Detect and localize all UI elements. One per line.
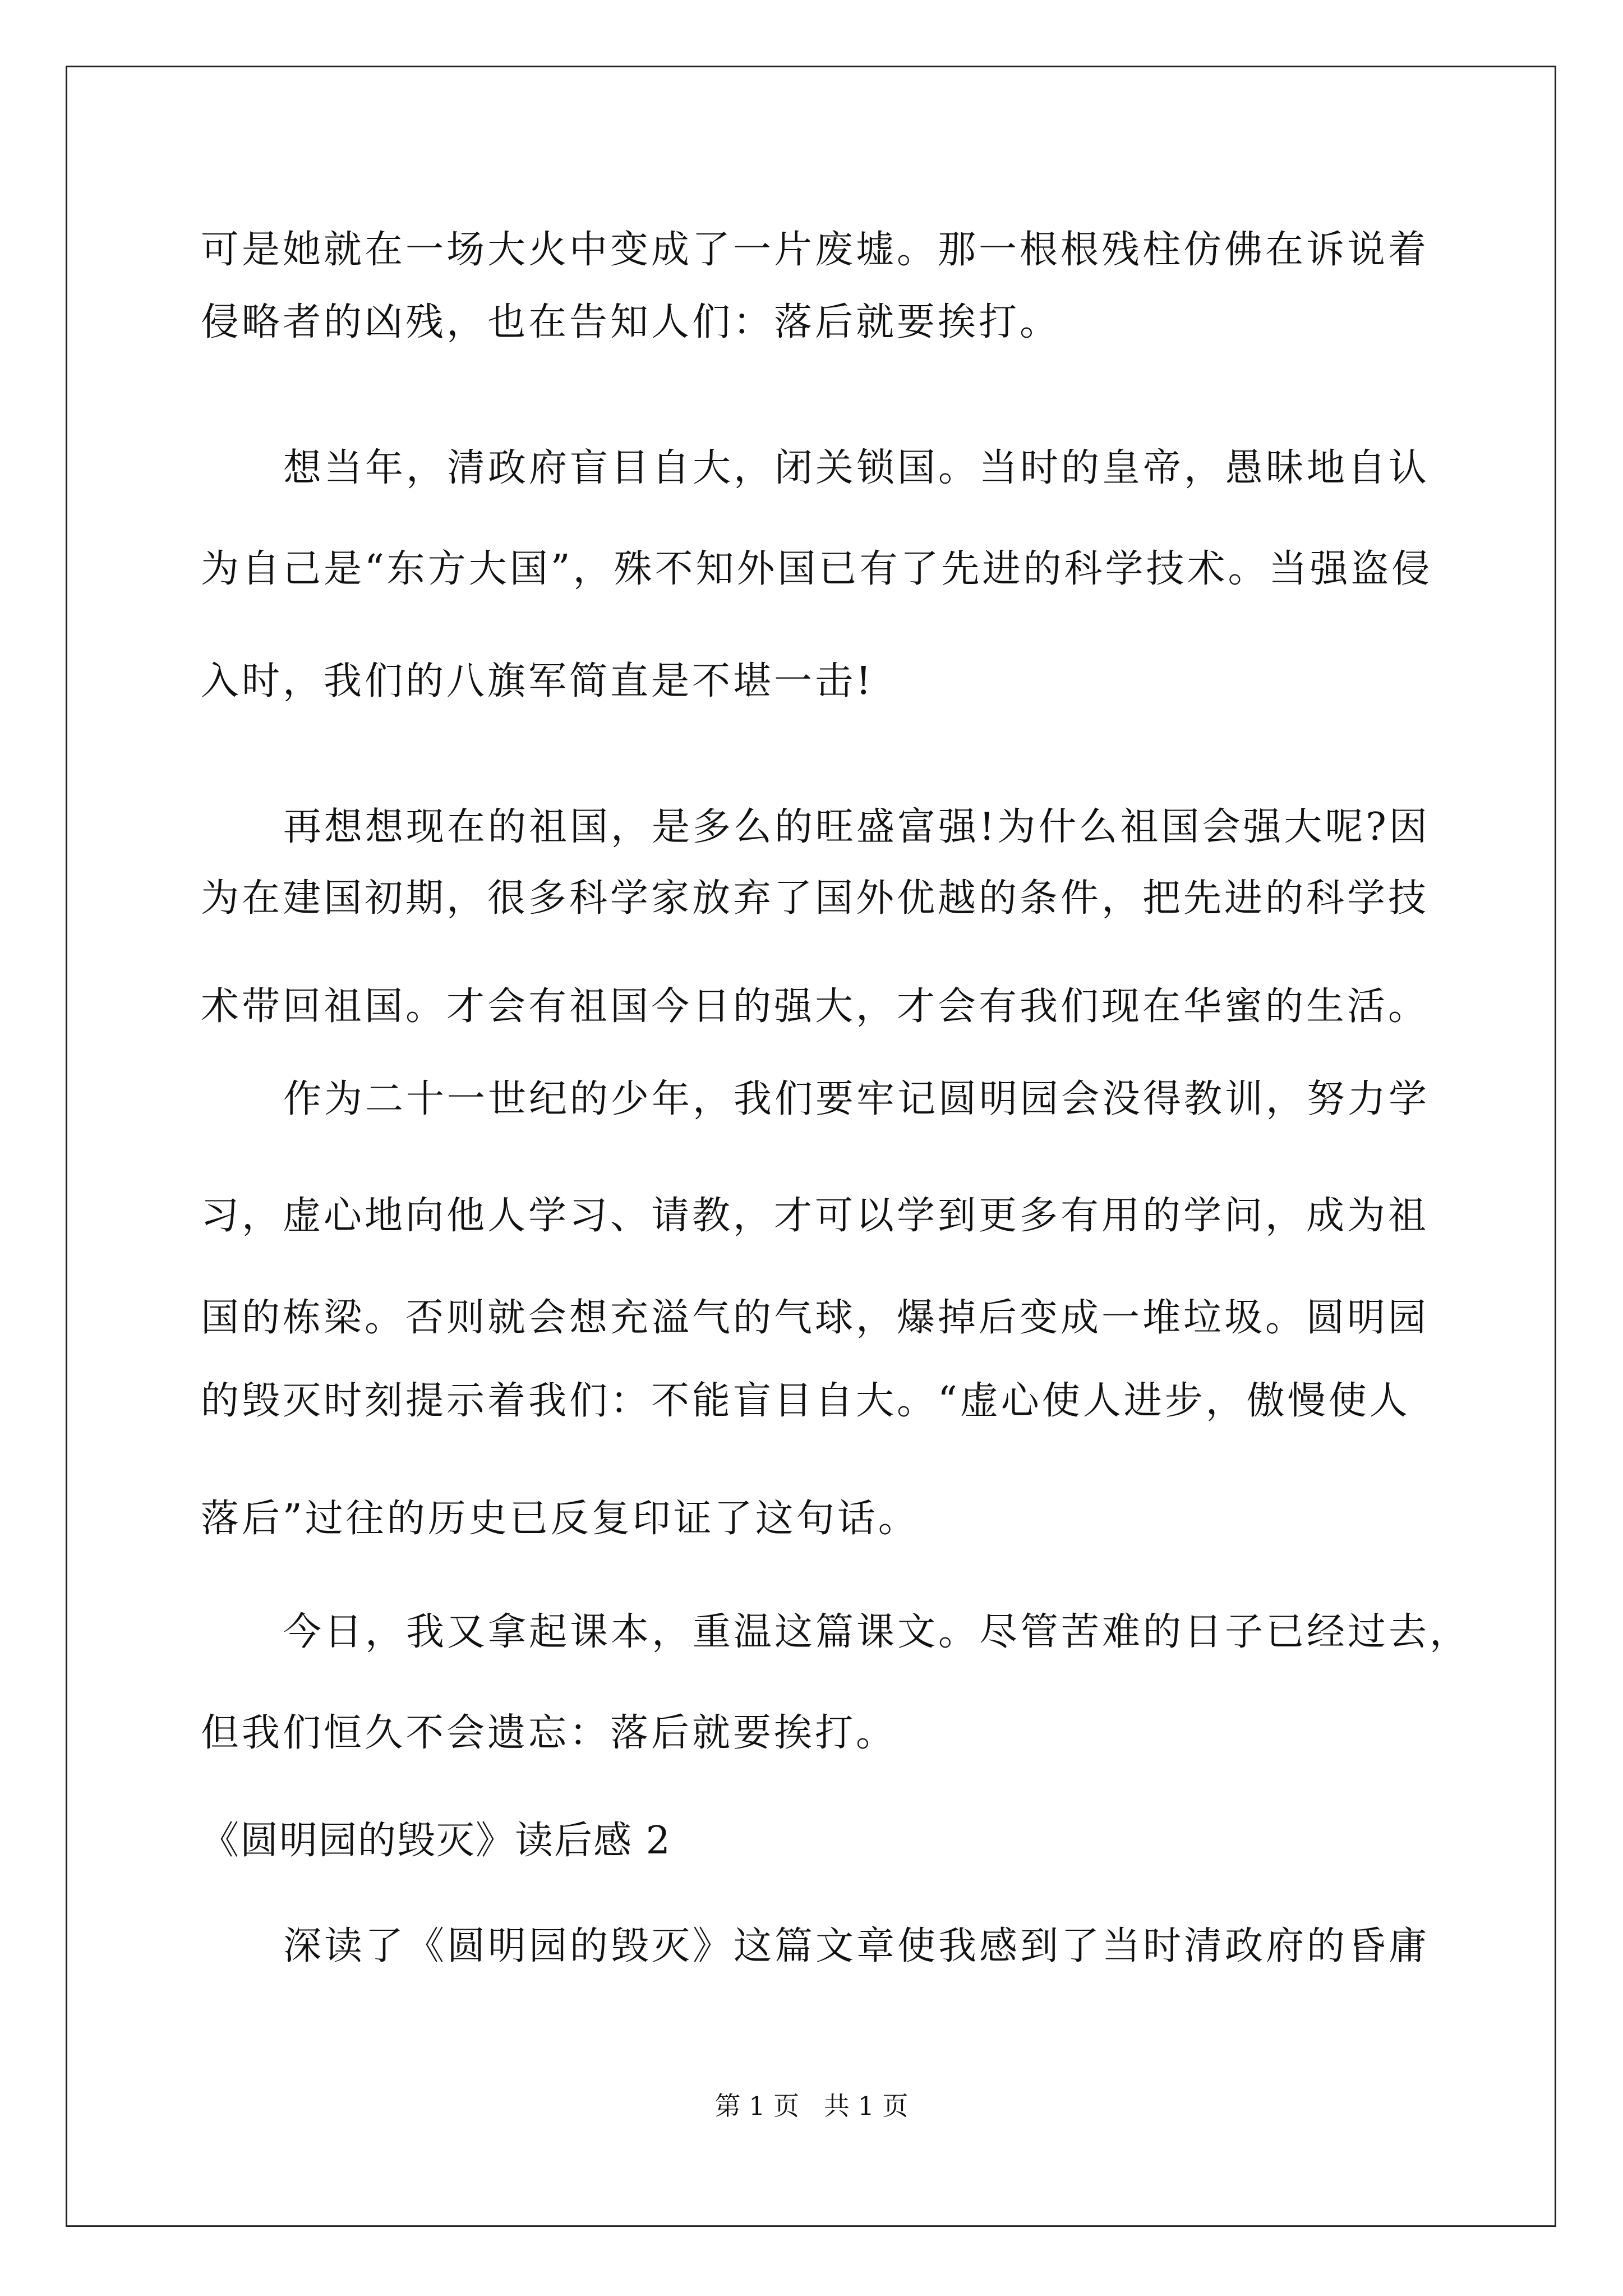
paragraph-start-line: 今日，我又拿起课本，重温这篇课文。尽管苦难的日子已经过去，: [283, 1610, 1471, 1654]
text-line: 落后”过往的历史已反复印证了这句话。: [201, 1497, 919, 1541]
paragraph-start-line: 想当年，清政府盲目自大，闭关锁国。当时的皇帝，愚昧地自认: [283, 446, 1430, 490]
page-footer: 第 1 页 共 1 页: [714, 2091, 909, 2121]
paragraph-start-line: 再想想现在的祖国，是多么的旺盛富强!为什么祖国会强大呢?因: [283, 805, 1430, 849]
text-line: 入时，我们的八旗军简直是不堪一击!: [201, 659, 874, 703]
text-line: 术带回祖国。才会有祖国今日的强大，才会有我们现在华蜜的生活。: [201, 984, 1430, 1029]
text-line: 国的栋梁。否则就会想充溢气的气球，爆掉后变成一堆垃圾。圆明园: [201, 1296, 1430, 1340]
text-line: 为自己是“东方大国”，殊不知外国已有了先进的科学技术。当强盗侵: [201, 547, 1433, 591]
paragraph-start-line: 深读了《圆明园的毁灭》这篇文章使我感到了当时清政府的昏庸: [283, 1924, 1430, 1968]
text-line: 可是她就在一场大火中变成了一片废墟。那一根根残柱仿佛在诉说着: [201, 228, 1430, 272]
text-line: 但我们恒久不会遗忘：落后就要挨打。: [201, 1711, 897, 1755]
paragraph-start-line: 作为二十一世纪的少年，我们要牢记圆明园会没得教训，努力学: [283, 1077, 1430, 1121]
text-line: 的毁灭时刻提示着我们：不能盲目自大。“虚心使人进步，傲慢使人: [201, 1379, 1410, 1423]
text-line: 侵略者的凶残，也在告知人们：落后就要挨打。: [201, 300, 1061, 344]
text-line: 习，虚心地向他人学习、请教，才可以学到更多有用的学问，成为祖: [201, 1194, 1430, 1238]
page-border: [66, 66, 1556, 2227]
text-line: 为在建国初期，很多科学家放弃了国外优越的条件，把先进的科学技: [201, 876, 1430, 921]
section-heading: 《圆明园的毁灭》读后感 2: [201, 1819, 671, 1863]
